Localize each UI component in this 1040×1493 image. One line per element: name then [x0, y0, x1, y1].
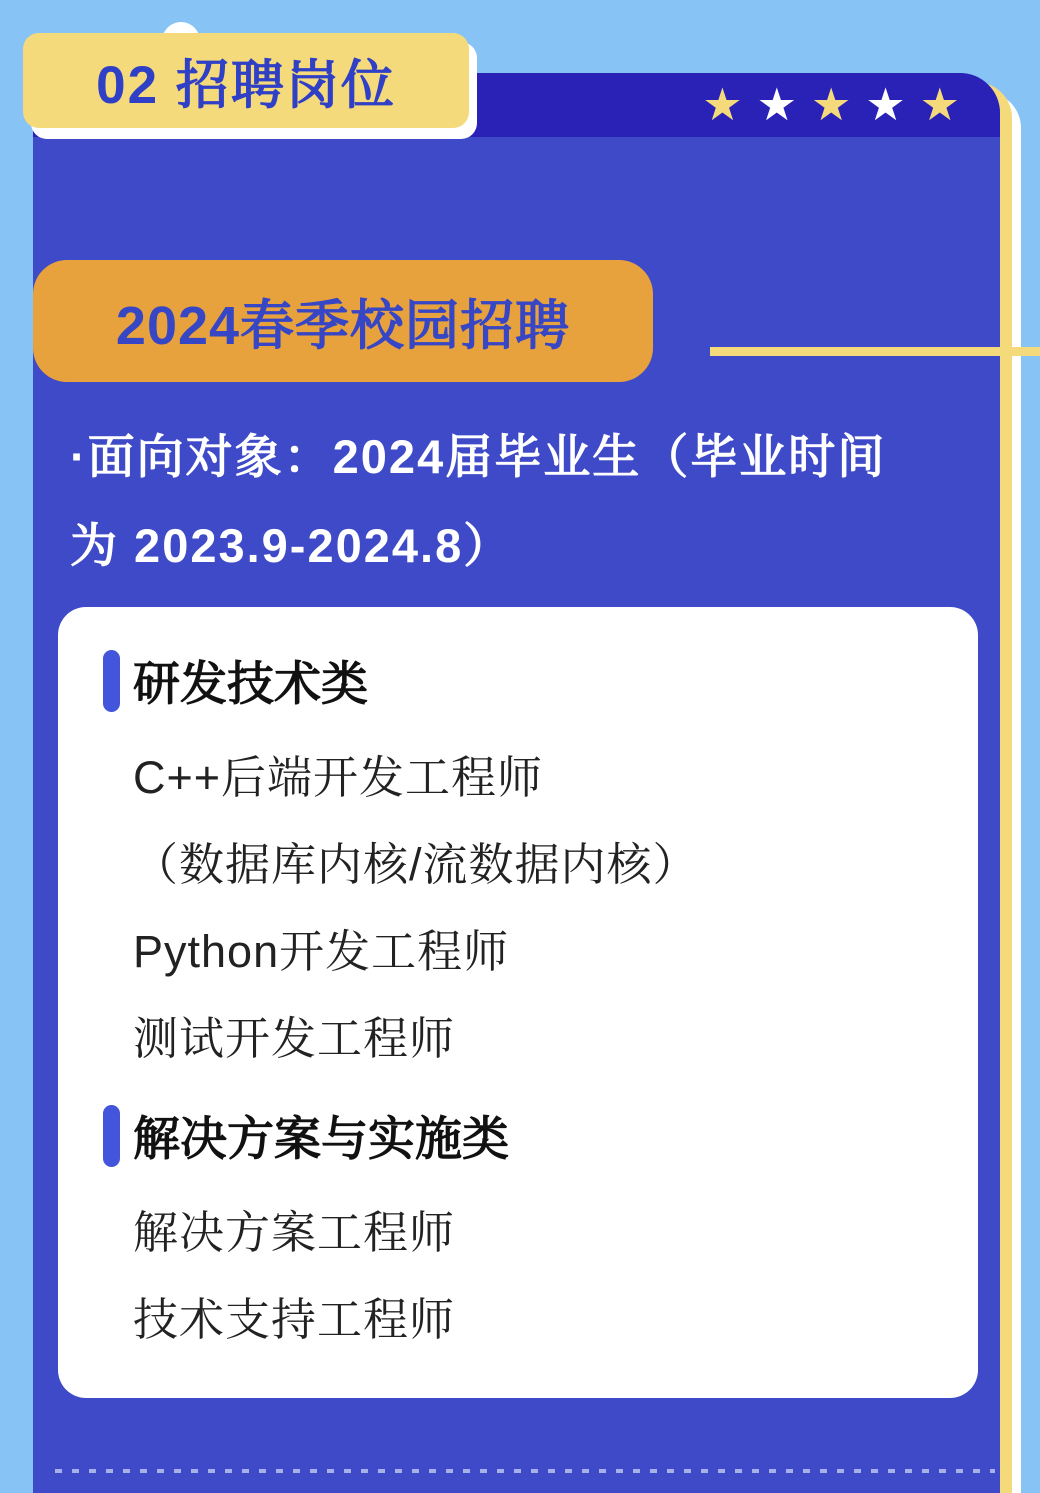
section-badge	[23, 33, 469, 128]
star-icon: ★	[702, 79, 743, 130]
audience-line-1: ·面向对象：2024届毕业生（毕业时间	[70, 430, 887, 483]
star-rating-row	[702, 79, 960, 130]
star-icon: ★	[865, 79, 906, 130]
audience-text	[70, 412, 886, 590]
job-item: Python开发工程师	[133, 926, 510, 977]
job-group-heading-label: 解决方案与实施类	[133, 1112, 509, 1165]
job-group-heading-rd	[103, 647, 948, 714]
job-item: C++后端开发工程师	[133, 752, 544, 803]
campus-recruit-title-label: 2024春季校园招聘	[115, 295, 571, 356]
star-icon: ★	[810, 79, 852, 130]
audience-line-2: 为 2023.9-2024.8）	[70, 519, 513, 572]
job-item: 技术支持工程师	[133, 1294, 456, 1345]
star-icon: ★	[756, 79, 797, 130]
section-badge-label: 02 招聘岗位	[96, 55, 396, 115]
job-item: 解决方案工程师	[133, 1207, 456, 1258]
star-icon: ★	[919, 79, 960, 130]
job-item: （数据库内核/流数据内核）	[133, 839, 699, 890]
dashed-divider	[55, 1469, 995, 1473]
title-underline-rule	[710, 347, 1040, 356]
job-listing-card	[58, 607, 978, 1398]
job-group-heading-solutions	[103, 1102, 948, 1169]
job-item: 测试开发工程师	[133, 1013, 456, 1064]
heading-accent-bar	[103, 1105, 120, 1167]
main-panel	[33, 73, 1000, 1493]
campus-recruit-title-badge	[33, 260, 653, 382]
job-group-heading-label: 研发技术类	[133, 657, 368, 710]
heading-accent-bar	[103, 650, 120, 712]
